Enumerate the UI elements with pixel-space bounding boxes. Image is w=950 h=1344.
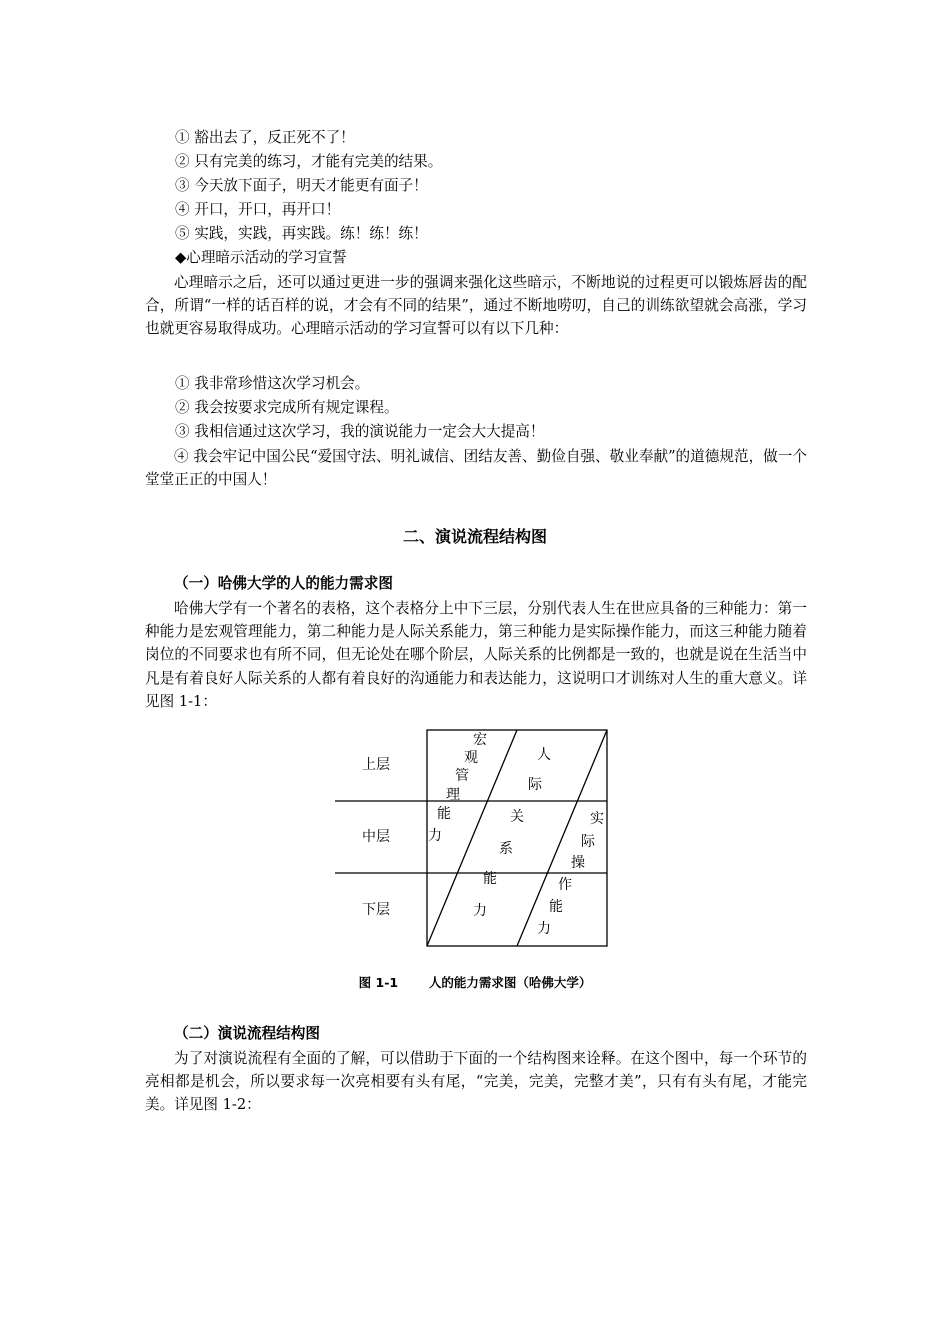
section-title: 二、演说流程结构图 [402, 527, 547, 546]
subsection-title-1: （一）哈佛大学的人的能力需求图 [174, 575, 393, 592]
macro-char-6: 力 [428, 828, 442, 844]
interpersonal-char-3: 关 [510, 809, 524, 825]
macro-char-3: 管 [455, 768, 469, 784]
oath-heading: ◆心理暗示活动的学习宣誓 [175, 249, 347, 266]
motto-item-2: ② 只有完美的练习，才能有完美的结果。 [175, 153, 443, 170]
figure-frame [427, 730, 607, 946]
subsection-title-2: （二）演说流程结构图 [174, 1025, 320, 1042]
row-label-lower: 下层 [362, 902, 390, 918]
practical-char-6: 力 [537, 921, 551, 937]
motto-item-3: ③ 今天放下面子，明天才能更有面子！ [175, 177, 428, 194]
figure-caption [0, 973, 950, 991]
macro-char-1: 宏 [473, 732, 487, 748]
practical-char-3: 操 [571, 855, 585, 871]
practical-char-5: 能 [549, 899, 563, 915]
oath-paragraph: 心理暗示之后，还可以通过更进一步的强调来强化这些暗示，不断地说的过程更可以锻炼唇齿的配合，所谓“一样的话百样的说，才会有不同的结果”，通过不断地唠叨，自己的训练欲望就会高涨，学习也就更容易取得成功。心理暗示活动的学习宣誓可以有以下几种： [145, 274, 807, 338]
row-label-upper: 上层 [362, 757, 390, 773]
row-label-middle: 中层 [362, 829, 390, 845]
macro-char-4: 理 [446, 787, 460, 803]
motto-item-1: ① 豁出去了，反正死不了！ [175, 129, 355, 146]
interpersonal-char-1: 人 [537, 747, 551, 763]
macro-char-2: 观 [464, 750, 478, 766]
interpersonal-char-2: 际 [528, 777, 542, 793]
practical-char-2: 际 [581, 834, 595, 850]
macro-char-5: 能 [437, 806, 451, 822]
practical-char-4: 作 [558, 877, 572, 893]
interpersonal-char-5: 能 [483, 871, 497, 887]
motto-item-5: ⑤ 实践，实践，再实践。练！练！练！ [175, 225, 428, 242]
motto-item-4: ④ 开口，开口，再开口！ [175, 201, 341, 218]
oath-item-1: ① 我非常珍惜这次学习机会。 [175, 375, 370, 392]
oath-item-3: ③ 我相信通过这次学习，我的演说能力一定会大大提高！ [175, 423, 545, 440]
interpersonal-char-6: 力 [473, 903, 487, 919]
subsection-paragraph-1: 哈佛大学有一个著名的表格，这个表格分上中下三层，分别代表人生在世应具备的三种能力：第一种能力是宏观管理能力，第二种能力是人际关系能力，第三种能力是实际操作能力，而这三种能力随着岗位的不同要求也有所不同，但无论处在哪个阶层，人际关系的比例都是一致的，也就是说在生活当中凡是有着良好人际关系的人都有着良好的沟通能力和表达能力，这说明口才训练对人生的重大意义。详见图 1-1： [145, 600, 807, 710]
practical-char-1: 实 [590, 811, 604, 827]
subsection-paragraph-2: 为了对演说流程有全面的了解，可以借助于下面的一个结构图来诠释。在这个图中，每一个环节的亮相都是机会，所以要求每一次亮相要有头有尾，“完美，完美，完整才美”，只有有头有尾，才能完美。详见图 1-2： [145, 1050, 807, 1114]
caption-number: 图 1-1 [358, 975, 399, 990]
interpersonal-char-4: 系 [499, 841, 513, 857]
oath-item-4: ④ 我会牢记中国公民“爱国守法、明礼诚信、团结友善、勤俭自强、敬业奉献”的道德规范，做一个堂堂正正的中国人！ [145, 448, 807, 489]
caption-text: 人的能力需求图（哈佛大学） [428, 975, 592, 990]
oath-item-2: ② 我会按要求完成所有规定课程。 [175, 399, 399, 416]
